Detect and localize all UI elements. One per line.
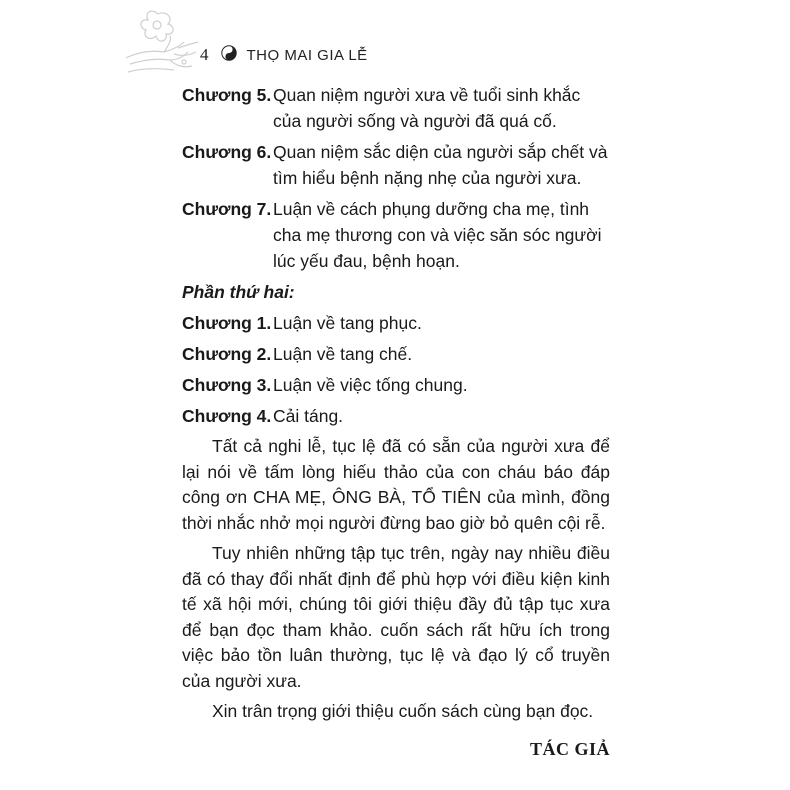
chapter-title: Luận về việc tống chung. <box>273 375 468 395</box>
chapter-title: Quan niệm người xưa về tuổi sinh khắc của người sống và người đã quá cố. <box>273 85 581 131</box>
running-header <box>200 44 368 66</box>
body-paragraph: Tất cả nghi lễ, tục lệ đã có sẵn của người xưa để lại nói về tấm lòng hiếu thảo của con cháu báo đáp công ơn CHA MẸ, ÔNG BÀ, TỔ TIÊN của mình, đồng thời nhắc nhở mọi người đừng bao giờ bỏ quên cội rễ. <box>182 436 610 533</box>
chapter-label: Chương 2. <box>182 344 272 364</box>
chapter-title: Cải táng. <box>273 406 344 426</box>
chapter-label: Chương 1. <box>182 313 272 333</box>
chapter-entry <box>182 341 610 367</box>
chapter-title: Luận về tang chế. <box>273 344 413 364</box>
chapter-label: Chương 6. <box>182 142 272 162</box>
yin-yang-icon <box>221 45 237 66</box>
page-number: 4 <box>200 45 209 64</box>
chapter-entry <box>182 403 610 429</box>
chapter-entry <box>182 196 610 274</box>
chapter-title: Luận về cách phụng dưỡng cha mẹ, tình cha mẹ thương con và việc săn sóc người lúc yếu đau, bệnh hoạn. <box>273 199 602 271</box>
chapter-title: Luận về tang phục. <box>273 313 422 333</box>
chapter-entry <box>182 310 610 336</box>
chapter-label: Chương 4. <box>182 406 272 426</box>
body-paragraph: Tuy nhiên những tập tục trên, ngày nay nhiều điều đã có thay đổi nhất định để phù hợp với điều kiện kinh tế xã hội mới, chúng tôi giới thiệu đầy đủ tập tục xưa để bạn đọc tham khảo. cuốn sách rất hữu ích trong việc bảo tồn luân thường, tục lệ và đạo lý cổ truyền của người xưa. <box>182 543 610 691</box>
hand-lotus-icon <box>118 6 208 86</box>
chapter-entry <box>182 82 610 134</box>
author-signature: TÁC GIẢ <box>529 738 610 759</box>
chapter-entry <box>182 139 610 191</box>
book-title: THỌ MAI GIA LỄ <box>246 46 368 64</box>
chapter-title: Quan niệm sắc diện của người sắp chết và tìm hiểu bệnh nặng nhẹ của người xưa. <box>273 142 608 188</box>
body-paragraph: Xin trân trọng giới thiệu cuốn sách cùng bạn đọc. <box>212 701 594 721</box>
chapter-label: Chương 7. <box>182 199 272 219</box>
chapter-label: Chương 5. <box>182 85 272 105</box>
part-heading: Phần thứ hai: <box>182 282 295 302</box>
chapter-label: Chương 3. <box>182 375 272 395</box>
page-body <box>182 82 610 760</box>
chapter-entry <box>182 372 610 398</box>
